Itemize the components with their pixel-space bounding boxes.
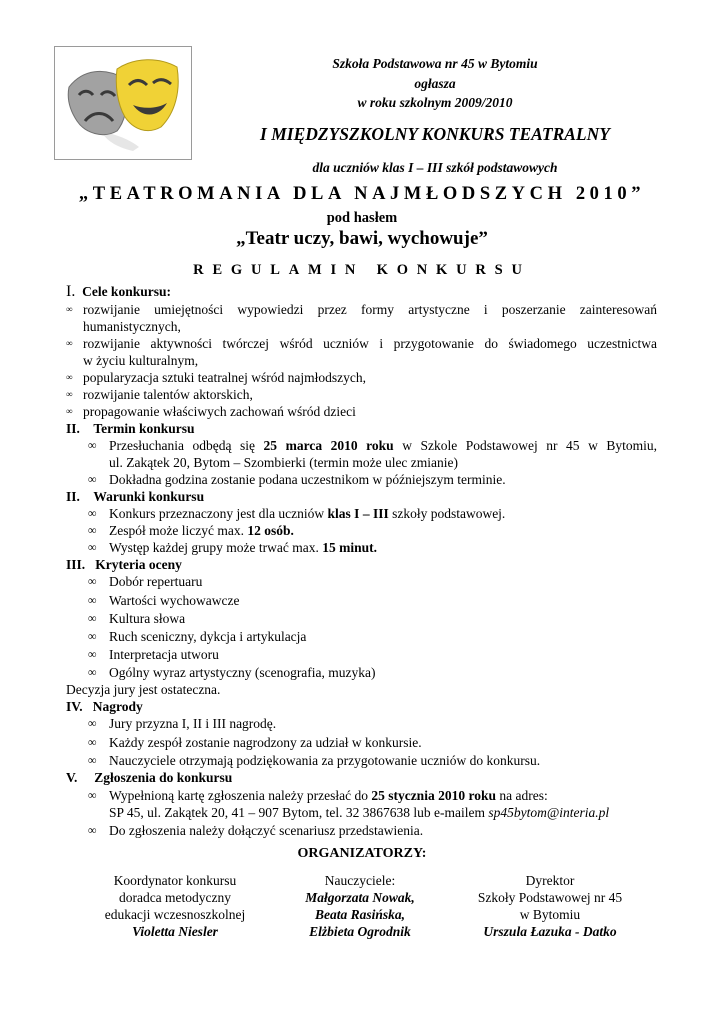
coordinator-name: Violetta Niesler — [132, 924, 218, 939]
list-item-cont: ul. Zakątek 20, Bytom – Szombierki (termin może ulec zmianie) — [109, 455, 459, 470]
section-num: II. — [66, 489, 80, 504]
announces: ogłasza — [414, 76, 456, 91]
list-item: propagowanie właściwych zachowań wśród dzieci — [83, 404, 356, 419]
section-num: I. — [66, 283, 76, 300]
section-title: Warunki konkursu — [93, 489, 205, 504]
email-link[interactable]: sp45bytom@interia.pl — [488, 805, 610, 820]
list-item: Dokładna godzina zostanie podana uczestnikom w późniejszym terminie. — [109, 472, 506, 487]
section-conditions-heading — [66, 488, 204, 505]
infinity-bullet-icon: ∞ — [88, 472, 97, 486]
list-item: popularyzacja sztuki teatralnej wśród najmłodszych, — [83, 370, 367, 385]
infinity-bullet-icon: ∞ — [66, 304, 73, 314]
list-item-cont: w życiu kulturalnym, — [83, 353, 199, 368]
section-title: Nagrody — [92, 699, 143, 714]
infinity-bullet-icon: ∞ — [88, 629, 97, 643]
coordinator-role: Koordynator konkursu — [113, 873, 237, 888]
list-item: Nauczyciele otrzymają podziękowania za przygotowanie uczniów do konkursu. — [109, 753, 541, 768]
list-item: Kultura słowa — [109, 611, 186, 626]
list-item: Dobór repertuaru — [109, 574, 203, 589]
section-title: Kryteria oceny — [95, 557, 182, 572]
list-item: Wartości wychowawcze — [109, 593, 240, 608]
infinity-bullet-icon: ∞ — [88, 438, 97, 452]
infinity-bullet-icon: ∞ — [88, 506, 97, 520]
infinity-bullet-icon: ∞ — [88, 593, 97, 607]
school-year: w roku szkolnym 2009/2010 — [357, 95, 513, 110]
motto-label: pod hasłem — [326, 210, 398, 226]
list-item: rozwijanie talentów aktorskich, — [83, 387, 253, 402]
infinity-bullet-icon: ∞ — [66, 372, 73, 382]
infinity-bullet-icon: ∞ — [66, 389, 73, 399]
infinity-bullet-icon: ∞ — [88, 665, 97, 679]
infinity-bullet-icon: ∞ — [88, 716, 97, 730]
list-item: Ogólny wyraz artystyczny (scenografia, muzyka) — [109, 665, 376, 680]
section-applications-heading — [66, 769, 232, 786]
list-item: Przesłuchania odbędą się 25 marca 2010 roku w Szkole Podstawowej nr 45 w Bytomiu, — [109, 438, 657, 453]
teachers-label: Nauczyciele: — [324, 873, 396, 888]
section-term-heading — [66, 420, 195, 437]
section-num: II. — [66, 421, 80, 436]
section-num: III. — [66, 557, 86, 572]
director-name: Urszula Łazuka - Datko — [483, 924, 617, 939]
infinity-bullet-icon: ∞ — [88, 540, 97, 554]
list-item: rozwijanie umiejętności wypowiedzi przez formy artystyczne i poszerzanie zainteresowań — [83, 302, 657, 317]
motto: „Teatr uczy, bawi, wychowuje” — [236, 228, 488, 249]
teacher-name: Elżbieta Ogrodnik — [309, 924, 411, 939]
director-school: Szkoły Podstawowej nr 45 — [477, 890, 623, 905]
organizers-heading: ORGANIZATORZY: — [297, 846, 427, 861]
teacher-name: Beata Rasińska, — [314, 907, 406, 922]
list-item: Wypełnioną kartę zgłoszenia należy przesłać do 25 stycznia 2010 roku na adres: — [109, 788, 548, 803]
list-item-cont: SP 45, ul. Zakątek 20, 41 – 907 Bytom, tel. 32 3867638 lub e-mailem sp45bytom@interia.pl — [109, 805, 610, 820]
infinity-bullet-icon: ∞ — [88, 574, 97, 588]
list-item: Jury przyzna I, II i III nagrodę. — [109, 716, 277, 731]
infinity-bullet-icon: ∞ — [88, 788, 97, 802]
director-title: Dyrektor — [525, 873, 575, 888]
teacher-name: Małgorzata Nowak, — [305, 890, 415, 905]
section-title: Cele konkursu: — [82, 284, 171, 299]
section-goals-heading — [66, 283, 171, 300]
coordinator-block — [80, 872, 270, 940]
section-num: IV. — [66, 699, 83, 714]
section-awards-heading — [66, 698, 143, 715]
infinity-bullet-icon: ∞ — [66, 338, 73, 348]
list-item: Zespół może liczyć max. 12 osób. — [109, 523, 294, 538]
coordinator-role-2: doradca metodyczny — [118, 890, 232, 905]
event-name: „TEATROMANIA DLA NAJMŁODSZYCH 2010” — [78, 184, 646, 204]
list-item: Każdy zespół zostanie nagrodzony za udział w konkursie. — [109, 735, 422, 750]
list-item: Ruch sceniczny, dykcja i artykulacja — [109, 629, 307, 644]
list-item: Występ każdej grupy może trwać max. 15 minut. — [109, 540, 377, 555]
rules-title: REGULAMIN KONKURSU — [193, 262, 531, 278]
infinity-bullet-icon: ∞ — [88, 647, 97, 661]
infinity-bullet-icon: ∞ — [88, 735, 97, 749]
theatre-masks-icon — [55, 47, 191, 159]
school-name: Szkoła Podstawowa nr 45 w Bytomiu — [332, 56, 538, 71]
contest-title: I MIĘDZYSZKOLNY KONKURS TEATRALNY — [260, 124, 610, 144]
section-title: Zgłoszenia do konkursu — [94, 770, 233, 785]
director-city: w Bytomiu — [519, 907, 581, 922]
list-item-cont: humanistycznych, — [83, 319, 181, 334]
infinity-bullet-icon: ∞ — [88, 523, 97, 537]
list-item: Interpretacja utworu — [109, 647, 219, 662]
infinity-bullet-icon: ∞ — [88, 611, 97, 625]
teachers-block — [280, 872, 440, 940]
section-num: V. — [66, 770, 78, 785]
infinity-bullet-icon: ∞ — [88, 823, 97, 837]
list-item: Konkurs przeznaczony jest dla uczniów klas I – III szkoły podstawowej. — [109, 506, 506, 521]
coordinator-role-3: edukacji wczesnoszkolnej — [104, 907, 246, 922]
logo-frame — [54, 46, 192, 160]
section-criteria-heading — [66, 556, 182, 573]
director-block — [455, 872, 645, 940]
infinity-bullet-icon: ∞ — [88, 753, 97, 767]
section-title: Termin konkursu — [93, 421, 195, 436]
audience: dla uczniów klas I – III szkół podstawowych — [312, 160, 558, 175]
infinity-bullet-icon: ∞ — [66, 406, 73, 416]
jury-note: Decyzja jury jest ostateczna. — [66, 682, 221, 697]
list-item: rozwijanie aktywności twórczej wśród uczniów i przygotowanie do świadomego uczestnictwa — [83, 336, 657, 351]
list-item: Do zgłoszenia należy dołączyć scenariusz przedstawienia. — [109, 823, 424, 838]
